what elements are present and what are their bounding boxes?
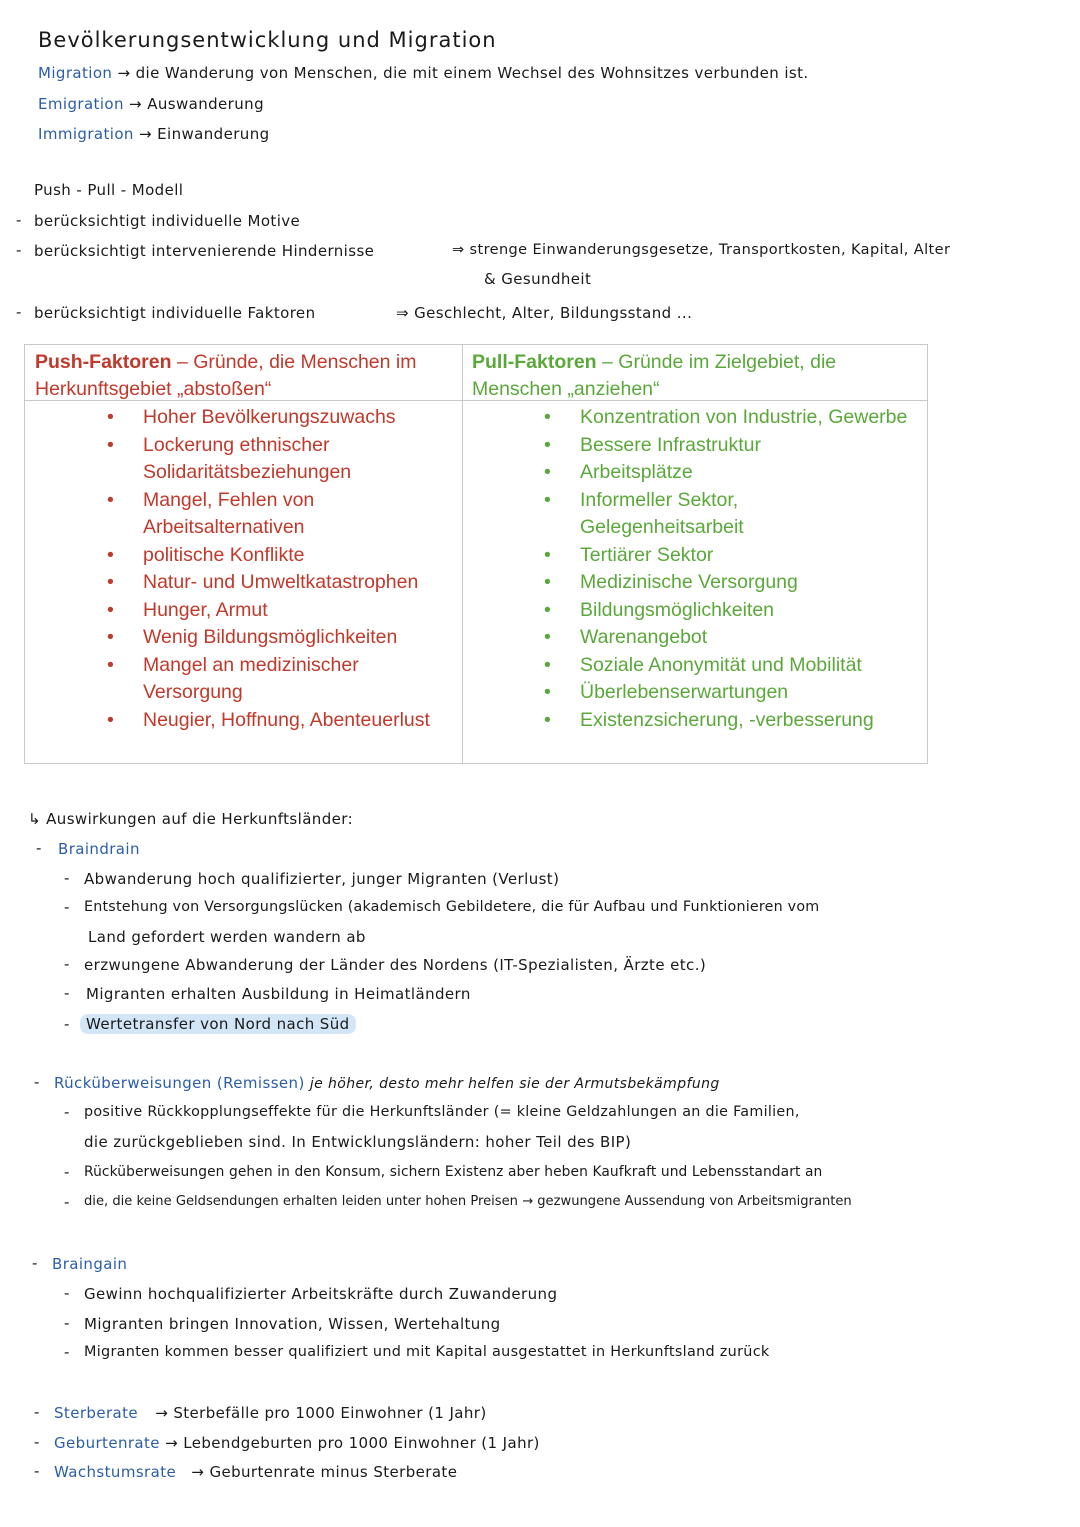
push-factor-list xyxy=(107,404,430,734)
list-item: • Wenig Bildungsmöglichkeiten xyxy=(107,624,430,652)
page-title: Bevölkerungsentwicklung und Migration xyxy=(38,28,497,52)
list-item: • Mangel, Fehlen von Arbeitsalternativen xyxy=(107,487,363,542)
highlighted-text: Wertetransfer von Nord nach Süd xyxy=(80,1014,356,1034)
braindrain-item: erzwungene Abwanderung der Länder des Nordens (IT-Spezialisten, Ärzte etc.) xyxy=(84,956,707,974)
push-pull-detail: ⇒ strenge Einwanderungsgesetze, Transportkosten, Kapital, Alter xyxy=(452,242,951,258)
bullet-dash-icon: - xyxy=(64,1015,70,1033)
list-item: • Mangel an medizinischer Versorgung xyxy=(107,652,403,707)
push-column xyxy=(25,345,463,763)
arrow-icon: → xyxy=(117,64,131,82)
arrow-icon: → xyxy=(139,125,152,143)
term-label: Wachstumsrate xyxy=(54,1463,177,1481)
list-item: • Natur- und Umweltkatastrophen xyxy=(107,569,430,597)
term-label: Migration xyxy=(38,64,113,82)
braindrain-item xyxy=(80,1015,356,1033)
rate-sterberate xyxy=(54,1404,487,1422)
list-item: • Soziale Anonymität und Mobilität xyxy=(544,652,907,680)
remissen-label: Rücküberweisungen (Remissen) xyxy=(54,1074,305,1092)
list-item: • Konzentration von Industrie, Gewerbe xyxy=(544,404,907,432)
rate-definition: Lebendgeburten pro 1000 Einwohner (1 Jahr) xyxy=(183,1434,540,1452)
list-item: • Medizinische Versorgung xyxy=(544,569,907,597)
definition-text: die Wanderung von Menschen, die mit einem Wechsel des Wohnsitzes verbunden ist. xyxy=(135,64,809,82)
list-item: • Existenzsicherung, -verbesserung xyxy=(544,707,907,735)
bullet-dash-icon: - xyxy=(64,869,70,887)
list-item: • Hunger, Armut xyxy=(107,597,430,625)
rate-geburtenrate xyxy=(54,1434,540,1452)
bullet-dash-icon: - xyxy=(64,1193,70,1211)
braindrain-item: Migranten erhalten Ausbildung in Heimatländern xyxy=(86,985,471,1003)
definition-immigration xyxy=(38,125,270,143)
definition-migration xyxy=(38,64,809,82)
bullet-dash-icon: - xyxy=(64,1103,70,1121)
push-pull-detail-continued: & Gesundheit xyxy=(484,270,592,288)
pull-title: Pull-Faktoren xyxy=(472,351,597,373)
remissen-item: die, die keine Geldsendungen erhalten leiden unter hohen Preisen → gezwungene Aussendung von Arbeitsmigranten xyxy=(84,1194,852,1209)
bullet-dash-icon: - xyxy=(34,1433,40,1451)
arrow-icon: → xyxy=(155,1404,169,1422)
term-label: Emigration xyxy=(38,95,124,113)
bullet-dash-icon: - xyxy=(64,898,70,916)
effects-heading: ↳ Auswirkungen auf die Herkunftsländer: xyxy=(28,810,354,828)
remissen-item: positive Rückkopplungseffekte für die Herkunftsländer (= kleine Geldzahlungen an die Familien, xyxy=(84,1104,800,1120)
arrow-icon: → xyxy=(129,95,143,113)
push-header xyxy=(25,345,462,401)
pull-subtitle-line2: Menschen „anziehen“ xyxy=(472,378,660,400)
push-pull-detail: ⇒ Geschlecht, Alter, Bildungsstand ... xyxy=(396,304,693,322)
list-item: • Informeller Sektor, Gelegenheitsarbeit xyxy=(544,487,780,542)
remissen-note: je höher, desto mehr helfen sie der Armutsbekämpfung xyxy=(309,1076,720,1092)
braingain-item: Migranten kommen besser qualifiziert und mit Kapital ausgestattet in Herkunftsland zurück xyxy=(84,1344,770,1360)
braingain-label: Braingain xyxy=(52,1255,128,1273)
list-item: • Tertiärer Sektor xyxy=(544,542,907,570)
bullet-dash-icon: - xyxy=(34,1462,40,1480)
braingain-item: Migranten bringen Innovation, Wissen, Wertehaltung xyxy=(84,1315,501,1333)
pull-factor-list xyxy=(544,404,907,734)
pull-subtitle: – Gründe im Zielgebiet, die xyxy=(596,351,837,373)
term-label: Sterberate xyxy=(54,1404,139,1422)
list-item: • Bessere Infrastruktur xyxy=(544,432,907,460)
bullet-dash-icon: - xyxy=(64,955,70,973)
push-pull-table xyxy=(24,344,928,764)
arrow-icon: → xyxy=(191,1463,205,1481)
definition-emigration xyxy=(38,95,264,113)
bullet-dash-icon: - xyxy=(64,1163,70,1181)
term-label: Immigration xyxy=(38,125,134,143)
term-label: Geburtenrate xyxy=(54,1434,160,1452)
braingain-item: Gewinn hochqualifizierter Arbeitskräfte durch Zuwanderung xyxy=(84,1285,558,1303)
bullet-dash-icon: - xyxy=(64,1314,70,1332)
bullet-dash-icon: - xyxy=(64,1284,70,1302)
push-title: Push-Faktoren xyxy=(35,351,172,373)
bullet-dash-icon: - xyxy=(64,984,70,1002)
braindrain-label: Braindrain xyxy=(58,840,140,858)
braindrain-item: Abwanderung hoch qualifizierter, junger Migranten (Verlust) xyxy=(84,870,560,888)
list-item: • Hoher Bevölkerungszuwachs xyxy=(107,404,430,432)
list-item: • Arbeitsplätze xyxy=(544,459,907,487)
push-pull-point: berücksichtigt individuelle Faktoren xyxy=(34,304,316,322)
list-item: • Überlebenserwartungen xyxy=(544,679,907,707)
push-subtitle-line2: Herkunftsgebiet „abstoßen“ xyxy=(35,378,272,400)
list-item: • Neugier, Hoffnung, Abenteuerlust xyxy=(107,707,430,735)
pull-column xyxy=(462,345,927,763)
bullet-dash-icon: - xyxy=(16,241,22,259)
bullet-dash-icon: - xyxy=(16,303,22,321)
definition-text: Einwanderung xyxy=(157,125,270,143)
bullet-dash-icon: - xyxy=(34,1073,40,1091)
remissen-item-continued: die zurückgeblieben sind. In Entwicklungsländern: hoher Teil des BIP) xyxy=(84,1133,632,1151)
push-pull-heading: Push - Pull - Modell xyxy=(34,181,184,199)
bullet-dash-icon: - xyxy=(64,1343,70,1361)
list-item: • Lockerung ethnischer Solidaritätsbeziehungen xyxy=(107,432,383,487)
list-item: • Bildungsmöglichkeiten xyxy=(544,597,907,625)
bullet-dash-icon: - xyxy=(36,839,42,857)
list-item: • Warenangebot xyxy=(544,624,907,652)
rate-definition: Sterbefälle pro 1000 Einwohner (1 Jahr) xyxy=(173,1404,487,1422)
braindrain-item-continued: Land gefordert werden wandern ab xyxy=(88,928,366,946)
remissen-label-row xyxy=(54,1074,720,1092)
list-item: • politische Konflikte xyxy=(107,542,430,570)
remissen-item: Rücküberweisungen gehen in den Konsum, sichern Existenz aber heben Kaufkraft und Lebensstandart an xyxy=(84,1164,823,1180)
push-pull-point: berücksichtigt individuelle Motive xyxy=(34,212,301,230)
push-pull-point: berücksichtigt intervenierende Hindernisse xyxy=(34,242,375,260)
pull-header xyxy=(462,345,927,401)
definition-text: Auswanderung xyxy=(147,95,264,113)
arrow-icon: → xyxy=(165,1434,179,1452)
push-subtitle: – Gründe, die Menschen im xyxy=(171,351,417,373)
bullet-dash-icon: - xyxy=(34,1403,40,1421)
rate-definition: Geburtenrate minus Sterberate xyxy=(209,1463,458,1481)
rate-wachstumsrate xyxy=(54,1463,457,1481)
braindrain-item: Entstehung von Versorgungslücken (akademisch Gebildetere, die für Aufbau und Funktionieren vom xyxy=(84,899,820,915)
bullet-dash-icon: - xyxy=(32,1254,38,1272)
bullet-dash-icon: - xyxy=(16,211,22,229)
